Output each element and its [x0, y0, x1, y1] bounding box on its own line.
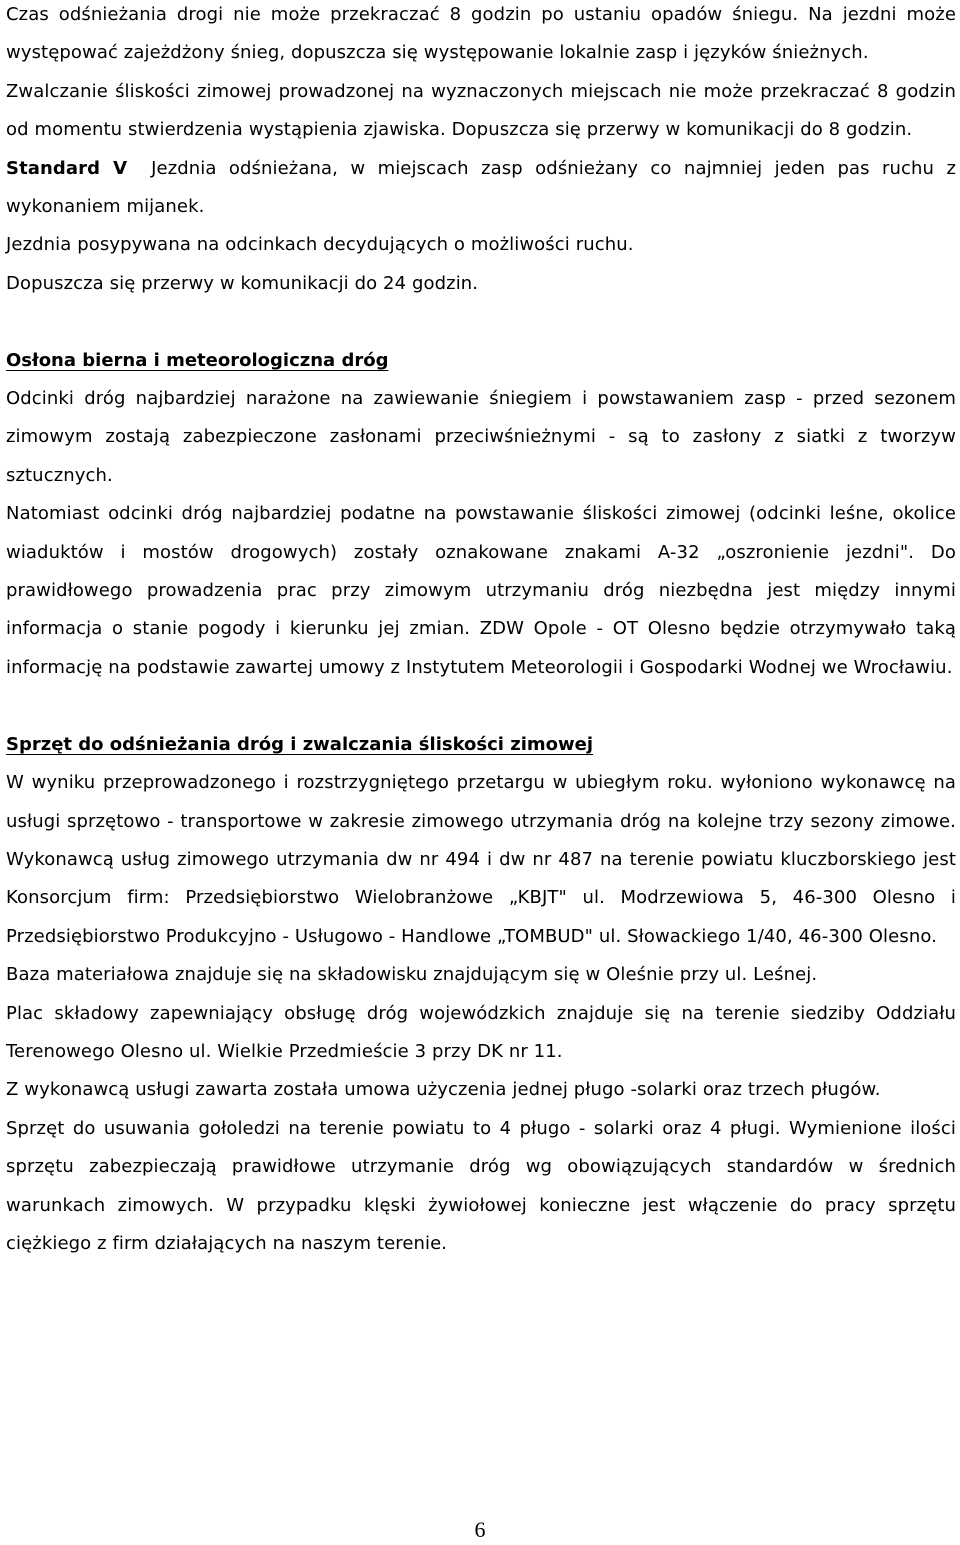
section-heading-equipment: Sprzęt do odśnieżania dróg i zwalczania śliskości zimowej	[6, 733, 594, 755]
intro-paragraph-3: Jezdnia posypywana na odcinkach decydujących o możliwości ruchu.	[6, 234, 634, 256]
cover-paragraph-1: Odcinki dróg najbardziej narażone na zawiewanie śniegiem i powstawaniem zasp - przed sezonem zimowym zostają zabezpieczone zasłonami przeciwśnieżnymi - są to zasłony z siatki z tworzyw sztucznych.	[6, 388, 956, 486]
equipment-paragraph-2: Baza materiałowa znajduje się na składowisku znajdującym się w Oleśnie przy ul. Leśnej.	[6, 964, 818, 986]
cover-paragraph-2: Natomiast odcinki dróg najbardziej podatne na powstawanie śliskości zimowej (odcinki leśne, okolice wiaduktów i mostów drogowych) zostały oznakowane znakami A-32 „oszronienie jezdni". Do prawidłowego prowadzenia prac przy zimowym utrzymaniu dróg niezbędna jest między innymi informacja o stanie pogody i kierunku jej zmian. ZDW Opole - OT Olesno będzie otrzymywało taką informację na podstawie zawartej umowy z Instytutem Meteorologii i Gospodarki Wodnej we Wrocławiu.	[6, 503, 956, 678]
intro-paragraph-1: Czas odśnieżania drogi nie może przekraczać 8 godzin po ustaniu opadów śniegu. Na jezdni może występować zajeżdżony śnieg, dopuszcza się występowanie lokalnie zasp i języków śnieżnych.	[6, 4, 956, 64]
equipment-paragraph-3: Plac składowy zapewniający obsługę dróg wojewódzkich znajduje się na terenie siedziby Oddziału Terenowego Olesno ul. Wielkie Przedmieście 3 przy DK nr 11.	[6, 1002, 956, 1062]
document-page	[6, 0, 956, 1263]
intro-paragraph-4: Dopuszcza się przerwy w komunikacji do 24 godzin.	[6, 272, 479, 294]
standard-v-paragraph	[6, 150, 956, 227]
equipment-paragraph-5: Sprzęt do usuwania gołoledzi na terenie powiatu to 4 pługo - solarki oraz 4 pługi. Wymienione ilości sprzętu zabezpieczają prawidłowe utrzymanie dróg wg obowiązujących standardów w średnich warunkach zimowych. W przypadku klęski żywiołowej konieczne jest włączenie do pracy sprzętu ciężkiego z firm działających na naszym terenie.	[6, 1117, 956, 1254]
standard-label: Standard V	[6, 157, 128, 179]
standard-text: Jezdnia odśnieżana, w miejscach zasp odśnieżany co najmniej jeden pas ruchu z wykonaniem mijanek.	[6, 157, 956, 218]
section-heading-cover: Osłona bierna i meteorologiczna dróg	[6, 349, 389, 371]
intro-paragraph-2: Zwalczanie śliskości zimowej prowadzonej na wyznaczonych miejscach nie może przekraczać 8 godzin od momentu stwierdzenia wystąpienia zjawiska. Dopuszcza się przerwy w komunikacji do 8 godzin.	[6, 80, 956, 141]
page-number: 6	[474, 1517, 486, 1542]
equipment-paragraph-4: Z wykonawcą usługi zawarta została umowa użyczenia jednej pługo -solarki oraz trzech pługów.	[6, 1079, 881, 1101]
equipment-paragraph-1: W wyniku przeprowadzonego i rozstrzygniętego przetargu w ubiegłym roku. wyłoniono wykonawcę na usługi sprzętowo - transportowe w zakresie zimowego utrzymania dróg na kolejne trzy sezony zimowe. Wykonawcą usług zimowego utrzymania dw nr 494 i dw nr 487 na terenie powiatu kluczborskiego jest Konsorcjum firm: Przedsiębiorstwo Wielobranżowe „KBJT" ul. Modrzewiowa 5, 46-300 Olesno i Przedsiębiorstwo Produkcyjno - Usługowo - Handlowe „TOMBUD" ul. Słowackiego 1/40, 46-300 Olesno.	[6, 772, 956, 947]
